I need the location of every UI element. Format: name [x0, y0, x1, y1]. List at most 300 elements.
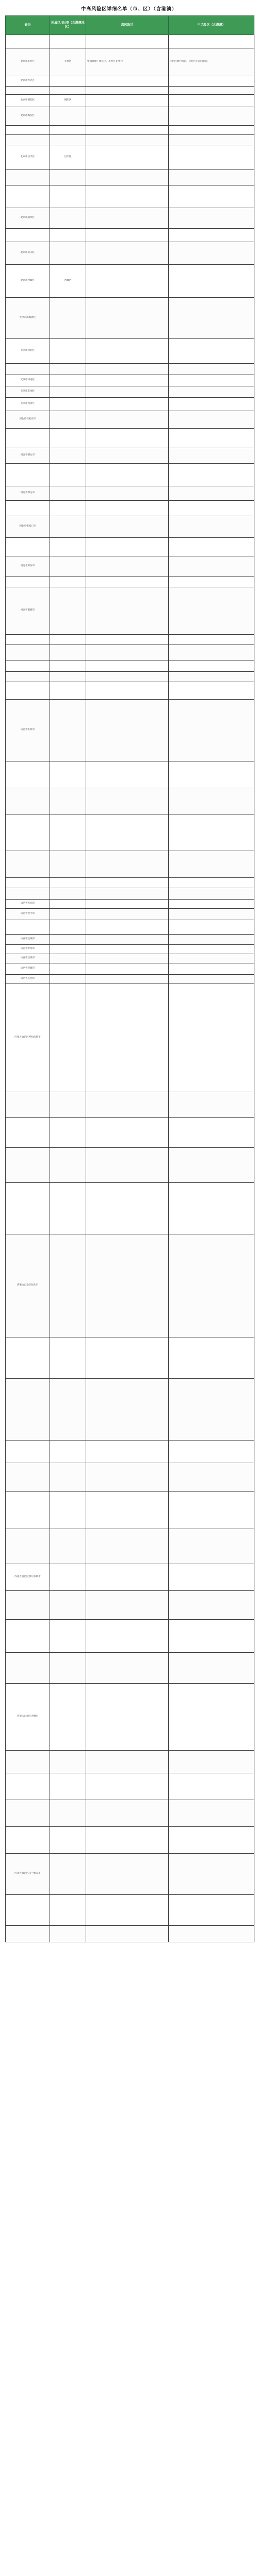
cell-sub-area: 丰台区: [50, 48, 86, 76]
cell-area: [6, 577, 50, 587]
table-row: [6, 1379, 254, 1440]
cell-area: 北京市昌平区: [6, 145, 50, 170]
cell-mid-risk: [169, 1653, 254, 1684]
table-row: [6, 1440, 254, 1463]
cell-high-risk: [86, 386, 169, 398]
cell-sub-area: [50, 587, 86, 635]
cell-high-risk: [86, 265, 169, 298]
cell-sub-area: [50, 1684, 86, 1751]
cell-high-risk: [86, 1529, 169, 1564]
cell-area: [6, 135, 50, 145]
cell-area: [6, 1337, 50, 1379]
cell-mid-risk: [169, 1529, 254, 1564]
cell-area: [6, 1827, 50, 1854]
cell-high-risk: [86, 1620, 169, 1653]
cell-sub-area: [50, 87, 86, 95]
cell-mid-risk: [169, 556, 254, 577]
cell-area: 北京市通州区: [6, 208, 50, 229]
cell-area: 山西省运城市: [6, 935, 50, 945]
cell-high-risk: [86, 1800, 169, 1827]
table-row: [6, 920, 254, 935]
cell-sub-area: [50, 1529, 86, 1564]
cell-area: 河北省邯郸市: [6, 587, 50, 635]
cell-mid-risk: [169, 1751, 254, 1773]
cell-area: [6, 1926, 50, 1942]
cell-mid-risk: [169, 945, 254, 954]
cell-high-risk: [86, 107, 169, 126]
table-row: [6, 1529, 254, 1564]
table-row: [6, 556, 254, 577]
cell-high-risk: [86, 888, 169, 900]
cell-high-risk: [86, 298, 169, 339]
header-mid-risk: 中风险区（含港澳）: [169, 16, 254, 35]
cell-sub-area: [50, 398, 86, 411]
cell-area: 山西省忻州市: [6, 945, 50, 954]
cell-mid-risk: [169, 107, 254, 126]
table-row: [6, 682, 254, 700]
table-row: [6, 1684, 254, 1751]
cell-mid-risk: [169, 135, 254, 145]
cell-sub-area: [50, 1337, 86, 1379]
cell-sub-area: [50, 700, 86, 761]
cell-mid-risk: [169, 1773, 254, 1800]
cell-sub-area: [50, 1234, 86, 1337]
cell-high-risk: [86, 1492, 169, 1529]
cell-area: [6, 1148, 50, 1183]
cell-mid-risk: [169, 645, 254, 660]
table-row: [6, 1337, 254, 1379]
cell-area: [6, 682, 50, 700]
table-row: [6, 984, 254, 1092]
cell-area: 北京市房山区: [6, 242, 50, 265]
table-row: [6, 900, 254, 909]
cell-mid-risk: [169, 185, 254, 208]
cell-high-risk: [86, 577, 169, 587]
cell-high-risk: [86, 788, 169, 815]
cell-mid-risk: [169, 788, 254, 815]
cell-mid-risk: [169, 1440, 254, 1463]
table-row: [6, 185, 254, 208]
cell-sub-area: [50, 1440, 86, 1463]
cell-area: [6, 1092, 50, 1118]
cell-mid-risk: [169, 1827, 254, 1854]
cell-high-risk: [86, 1751, 169, 1773]
table-row: [6, 429, 254, 448]
cell-high-risk: [86, 1379, 169, 1440]
cell-area: 河北省张家口市: [6, 516, 50, 538]
cell-high-risk: [86, 1684, 169, 1751]
cell-high-risk: [86, 87, 169, 95]
cell-mid-risk: [169, 1492, 254, 1529]
cell-mid-risk: [169, 229, 254, 242]
cell-mid-risk: [169, 700, 254, 761]
table-row: [6, 170, 254, 185]
cell-high-risk: [86, 448, 169, 464]
cell-mid-risk: [169, 429, 254, 448]
cell-area: [6, 1620, 50, 1653]
cell-area: 内蒙古自治区呼和浩特市: [6, 984, 50, 1092]
cell-high-risk: [86, 339, 169, 364]
cell-sub-area: [50, 107, 86, 126]
cell-high-risk: [86, 1183, 169, 1234]
cell-area: 天津市河北区: [6, 339, 50, 364]
cell-area: 天津市滨海新区: [6, 298, 50, 339]
table-row: [6, 1800, 254, 1827]
cell-high-risk: [86, 429, 169, 448]
cell-sub-area: [50, 1463, 86, 1492]
cell-mid-risk: [169, 1895, 254, 1926]
cell-high-risk: [86, 1773, 169, 1800]
cell-mid-risk: [169, 660, 254, 672]
table-row: [6, 339, 254, 364]
cell-area: 河北省石家庄市: [6, 411, 50, 429]
cell-high-risk: [86, 185, 169, 208]
cell-high-risk: [86, 920, 169, 935]
cell-mid-risk: [169, 577, 254, 587]
cell-sub-area: [50, 909, 86, 920]
cell-mid-risk: [169, 963, 254, 975]
cell-mid-risk: [169, 95, 254, 107]
cell-mid-risk: [169, 35, 254, 48]
cell-area: 内蒙古自治区包头市: [6, 1234, 50, 1337]
cell-sub-area: [50, 1148, 86, 1183]
cell-sub-area: [50, 76, 86, 87]
table-row: [6, 1492, 254, 1529]
cell-sub-area: [50, 1183, 86, 1234]
cell-high-risk: [86, 486, 169, 501]
cell-mid-risk: [169, 1854, 254, 1895]
cell-high-risk: [86, 945, 169, 954]
table-row: [6, 126, 254, 135]
cell-sub-area: [50, 1379, 86, 1440]
cell-mid-risk: [169, 909, 254, 920]
cell-high-risk: [86, 501, 169, 516]
table-row: [6, 386, 254, 398]
cell-mid-risk: [169, 851, 254, 878]
cell-sub-area: 朝阳区: [50, 95, 86, 107]
cell-high-risk: [86, 963, 169, 975]
cell-high-risk: [86, 1148, 169, 1183]
cell-sub-area: [50, 815, 86, 851]
cell-sub-area: [50, 975, 86, 984]
cell-sub-area: [50, 1564, 86, 1591]
cell-mid-risk: [169, 1118, 254, 1148]
cell-high-risk: [86, 1926, 169, 1942]
cell-area: [6, 1653, 50, 1684]
table-row: [6, 107, 254, 126]
cell-high-risk: 中国铁建广场小区，丰台区花乡村: [86, 48, 169, 76]
cell-sub-area: [50, 1827, 86, 1854]
cell-high-risk: [86, 538, 169, 556]
table-header-row: [6, 16, 254, 35]
cell-high-risk: [86, 170, 169, 185]
cell-sub-area: [50, 984, 86, 1092]
cell-area: [6, 1492, 50, 1529]
cell-area: [6, 1379, 50, 1440]
cell-area: 内蒙古自治区赤峰市: [6, 1684, 50, 1751]
cell-sub-area: [50, 298, 86, 339]
table-row: [6, 35, 254, 48]
cell-sub-area: [50, 1926, 86, 1942]
table-row: [6, 1827, 254, 1854]
cell-area: [6, 1440, 50, 1463]
cell-area: [6, 1591, 50, 1620]
cell-sub-area: 西城区: [50, 265, 86, 298]
table-row: [6, 672, 254, 682]
cell-area: [6, 1183, 50, 1234]
cell-area: 北京市海淀区: [6, 107, 50, 126]
cell-high-risk: [86, 242, 169, 265]
cell-sub-area: [50, 935, 86, 945]
cell-area: 山西省吕梁市: [6, 954, 50, 963]
cell-mid-risk: [169, 1684, 254, 1751]
cell-mid-risk: [169, 208, 254, 229]
cell-area: [6, 170, 50, 185]
cell-high-risk: [86, 1440, 169, 1463]
cell-area: [6, 1751, 50, 1773]
header-area: 省份: [6, 16, 50, 35]
table-row: [6, 1854, 254, 1895]
cell-high-risk: [86, 935, 169, 945]
cell-area: 山西省晋城市: [6, 963, 50, 975]
cell-area: [6, 645, 50, 660]
cell-area: [6, 761, 50, 788]
cell-sub-area: [50, 888, 86, 900]
cell-area: 北京市丰台区: [6, 48, 50, 76]
cell-mid-risk: [169, 920, 254, 935]
table-row: [6, 298, 254, 339]
cell-mid-risk: [169, 486, 254, 501]
cell-high-risk: [86, 815, 169, 851]
cell-mid-risk: [169, 878, 254, 888]
cell-sub-area: [50, 920, 86, 935]
table-row: [6, 1183, 254, 1234]
cell-sub-area: [50, 1591, 86, 1620]
cell-area: [6, 185, 50, 208]
table-row: [6, 945, 254, 954]
table-row: [6, 975, 254, 984]
header-high-risk: 高风险区: [86, 16, 169, 35]
cell-sub-area: [50, 954, 86, 963]
table-row: [6, 635, 254, 645]
table-row: [6, 448, 254, 464]
cell-sub-area: [50, 1653, 86, 1684]
cell-mid-risk: [169, 975, 254, 984]
cell-high-risk: [86, 464, 169, 486]
cell-sub-area: [50, 900, 86, 909]
cell-high-risk: [86, 208, 169, 229]
cell-sub-area: [50, 645, 86, 660]
cell-mid-risk: [169, 364, 254, 375]
table-row: [6, 208, 254, 229]
cell-sub-area: [50, 878, 86, 888]
cell-area: [6, 1529, 50, 1564]
cell-high-risk: [86, 135, 169, 145]
table-body: [6, 35, 254, 1942]
cell-mid-risk: [169, 87, 254, 95]
table-row: [6, 645, 254, 660]
cell-mid-risk: [169, 1926, 254, 1942]
cell-high-risk: [86, 878, 169, 888]
cell-high-risk: [86, 645, 169, 660]
cell-mid-risk: [169, 398, 254, 411]
cell-mid-risk: [169, 900, 254, 909]
cell-sub-area: [50, 635, 86, 645]
table-row: [6, 587, 254, 635]
table-row: [6, 398, 254, 411]
table-row: [6, 87, 254, 95]
cell-sub-area: [50, 208, 86, 229]
cell-mid-risk: [169, 1337, 254, 1379]
table-row: [6, 76, 254, 87]
cell-sub-area: [50, 1773, 86, 1800]
cell-sub-area: [50, 375, 86, 386]
cell-area: [6, 920, 50, 935]
cell-high-risk: [86, 635, 169, 645]
cell-high-risk: [86, 761, 169, 788]
header-sub-area: 所属区/县/市（含港澳地区）: [50, 16, 86, 35]
cell-sub-area: [50, 945, 86, 954]
cell-high-risk: [86, 411, 169, 429]
cell-area: 河北省保定市: [6, 486, 50, 501]
cell-high-risk: [86, 851, 169, 878]
cell-high-risk: [86, 900, 169, 909]
cell-sub-area: [50, 411, 86, 429]
cell-area: 北京市大兴区: [6, 76, 50, 87]
table-row: [6, 1564, 254, 1591]
cell-mid-risk: [169, 339, 254, 364]
cell-high-risk: [86, 1564, 169, 1591]
cell-area: 天津市东丽区: [6, 386, 50, 398]
cell-sub-area: [50, 788, 86, 815]
table-row: [6, 516, 254, 538]
cell-mid-risk: [169, 815, 254, 851]
cell-area: [6, 501, 50, 516]
table-row: [6, 1895, 254, 1926]
cell-area: 天津市津南区: [6, 375, 50, 386]
cell-sub-area: [50, 185, 86, 208]
cell-area: 河北省邢台市: [6, 448, 50, 464]
page-title: 中高风险区详细名单（市、区）（含港澳）: [81, 7, 177, 12]
cell-mid-risk: [169, 265, 254, 298]
cell-mid-risk: [169, 1800, 254, 1827]
cell-high-risk: [86, 1118, 169, 1148]
table-row: [6, 878, 254, 888]
cell-area: [6, 364, 50, 375]
cell-sub-area: [50, 339, 86, 364]
cell-high-risk: [86, 1653, 169, 1684]
table-row: [6, 135, 254, 145]
table-row: [6, 364, 254, 375]
cell-high-risk: [86, 375, 169, 386]
cell-sub-area: [50, 364, 86, 375]
cell-area: 北京市朝阳区: [6, 95, 50, 107]
cell-mid-risk: [169, 126, 254, 135]
cell-mid-risk: [169, 1148, 254, 1183]
table-row: [6, 1653, 254, 1684]
cell-area: [6, 126, 50, 135]
cell-mid-risk: [169, 672, 254, 682]
cell-high-risk: [86, 984, 169, 1092]
cell-mid-risk: [169, 298, 254, 339]
table-row: [6, 229, 254, 242]
cell-sub-area: [50, 386, 86, 398]
cell-mid-risk: [169, 1183, 254, 1234]
cell-high-risk: [86, 700, 169, 761]
cell-sub-area: [50, 229, 86, 242]
cell-area: 北京市西城区: [6, 265, 50, 298]
cell-area: [6, 87, 50, 95]
cell-high-risk: [86, 145, 169, 170]
cell-mid-risk: [169, 386, 254, 398]
cell-high-risk: [86, 398, 169, 411]
cell-high-risk: [86, 229, 169, 242]
cell-sub-area: [50, 242, 86, 265]
cell-high-risk: [86, 587, 169, 635]
cell-high-risk: [86, 660, 169, 672]
cell-sub-area: [50, 126, 86, 135]
table-row: [6, 464, 254, 486]
cell-area: [6, 1895, 50, 1926]
cell-mid-risk: [169, 464, 254, 486]
cell-area: [6, 538, 50, 556]
cell-area: [6, 429, 50, 448]
cell-sub-area: [50, 464, 86, 486]
cell-sub-area: [50, 963, 86, 975]
cell-sub-area: [50, 135, 86, 145]
cell-high-risk: [86, 1854, 169, 1895]
table-row: [6, 1591, 254, 1620]
cell-mid-risk: [169, 635, 254, 645]
cell-sub-area: [50, 1751, 86, 1773]
table-row: [6, 1463, 254, 1492]
cell-high-risk: [86, 1827, 169, 1854]
cell-sub-area: [50, 851, 86, 878]
cell-area: [6, 660, 50, 672]
table-row: [6, 501, 254, 516]
cell-area: [6, 851, 50, 878]
table-row: [6, 577, 254, 587]
table-row: [6, 1773, 254, 1800]
table-row: [6, 486, 254, 501]
cell-area: 山西省晋中市: [6, 909, 50, 920]
cell-sub-area: [50, 682, 86, 700]
cell-mid-risk: [169, 1620, 254, 1653]
table-row: [6, 145, 254, 170]
table-row: [6, 48, 254, 76]
cell-mid-risk: [169, 1591, 254, 1620]
cell-mid-risk: [169, 587, 254, 635]
cell-high-risk: [86, 76, 169, 87]
cell-area: [6, 1800, 50, 1827]
cell-high-risk: [86, 364, 169, 375]
cell-mid-risk: [169, 538, 254, 556]
cell-sub-area: [50, 35, 86, 48]
cell-mid-risk: [169, 1379, 254, 1440]
table-row: [6, 95, 254, 107]
table-row: [6, 954, 254, 963]
cell-mid-risk: [169, 501, 254, 516]
cell-sub-area: [50, 672, 86, 682]
cell-sub-area: [50, 577, 86, 587]
cell-sub-area: [50, 660, 86, 672]
cell-sub-area: [50, 501, 86, 516]
cell-high-risk: [86, 954, 169, 963]
table-row: [6, 242, 254, 265]
cell-high-risk: [86, 1463, 169, 1492]
table-row: [6, 851, 254, 878]
cell-high-risk: [86, 682, 169, 700]
